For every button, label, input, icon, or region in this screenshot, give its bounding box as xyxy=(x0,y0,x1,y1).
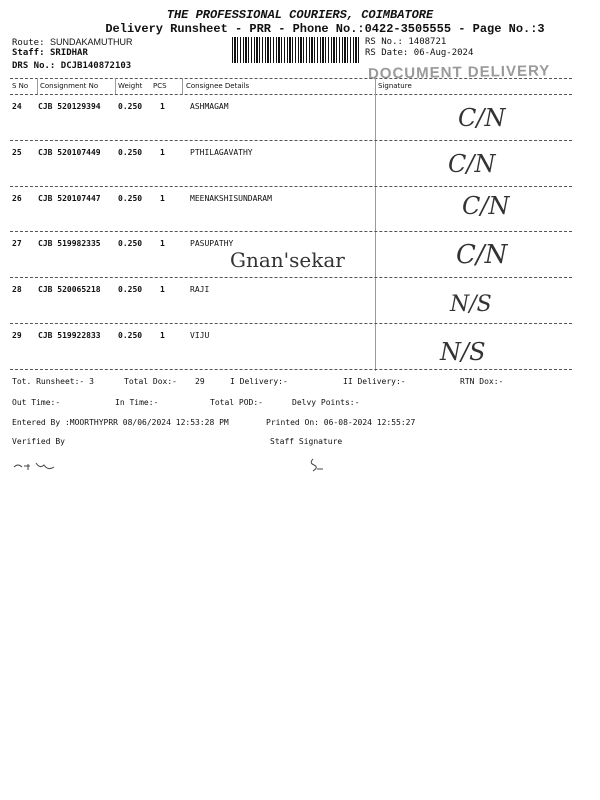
tot-runsheet: Tot. Runsheet:- 3 xyxy=(12,377,94,386)
rs-no-value: 1408721 xyxy=(408,37,447,47)
col-header-sno: S No xyxy=(12,82,29,90)
table-top-line xyxy=(10,78,572,79)
row-divider xyxy=(10,277,572,278)
rs-date-line xyxy=(365,48,473,58)
col-divider xyxy=(115,78,116,94)
row-signature: N/S xyxy=(450,292,492,317)
verified-by: Verified By xyxy=(12,437,65,446)
col-header-weight: Weight xyxy=(118,82,143,90)
row-sno: 26 xyxy=(12,194,22,203)
row-consignee: PASUPATHY xyxy=(190,239,234,248)
table-bottom-line xyxy=(10,369,572,370)
row-consignee: VIJU xyxy=(190,331,210,340)
row-sno: 27 xyxy=(12,239,22,248)
row-consignee: ASHMAGAM xyxy=(190,102,229,111)
staff-label: Staff: xyxy=(12,48,45,58)
row-weight: 0.250 xyxy=(118,285,143,294)
ii-delivery: II Delivery:- xyxy=(343,377,406,386)
row-pcs: 1 xyxy=(160,331,165,340)
row-divider xyxy=(10,140,572,141)
entered-by: Entered By :MOORTHYPRR 08/06/2024 12:53:28 PM xyxy=(12,418,229,427)
route-line xyxy=(12,37,132,48)
signature-col-divider xyxy=(375,78,376,371)
printed-on: Printed On: 06-08-2024 12:55:27 xyxy=(266,418,416,427)
rtn-dox: RTN Dox:- xyxy=(460,377,504,386)
total-pod: Total POD:- xyxy=(210,398,263,407)
staff-signature-scribble xyxy=(305,455,329,475)
in-time: In Time:- xyxy=(115,398,159,407)
row-pcs: 1 xyxy=(160,239,165,248)
drs-value: DCJB140872103 xyxy=(60,61,132,71)
table-header-line xyxy=(10,94,572,95)
route-value: SUNDAKAMUTHUR xyxy=(49,37,133,47)
row-signature: C/N xyxy=(448,150,496,178)
verifier-signature-scribble xyxy=(10,455,60,475)
row-weight: 0.250 xyxy=(118,331,143,340)
row-consignee: PTHILAGAVATHY xyxy=(190,148,253,157)
row-consignment: CJB 519922833 xyxy=(38,331,101,340)
col-header-signature: Signature xyxy=(378,82,412,90)
receiver-name-handwritten: Gnan'sekar xyxy=(230,248,345,272)
staff-value: SRIDHAR xyxy=(49,48,88,58)
col-header-consignment: Consignment No xyxy=(40,82,99,90)
row-sno: 29 xyxy=(12,331,22,340)
row-signature: N/S xyxy=(440,338,486,366)
row-divider xyxy=(10,231,572,232)
staff-line xyxy=(12,48,88,58)
col-header-pcs: PCS xyxy=(153,82,167,90)
col-divider xyxy=(37,78,38,94)
row-sno: 24 xyxy=(12,102,22,111)
company-title: THE PROFESSIONAL COURIERS, COIMBATORE xyxy=(166,8,434,22)
row-consignment: CJB 519982335 xyxy=(38,239,101,248)
row-consignee: MEENAKSHISUNDARAM xyxy=(190,194,272,203)
drs-line xyxy=(12,61,131,71)
row-divider xyxy=(10,186,572,187)
staff-signature-label: Staff Signature xyxy=(270,437,343,446)
row-signature: C/N xyxy=(458,104,506,132)
rs-no-line xyxy=(365,37,446,47)
row-consignment: CJB 520107447 xyxy=(38,194,101,203)
delvy-points: Delvy Points:- xyxy=(292,398,360,407)
row-weight: 0.250 xyxy=(118,194,143,203)
row-signature: C/N xyxy=(456,240,508,270)
col-divider xyxy=(182,78,183,94)
row-weight: 0.250 xyxy=(118,102,143,111)
rs-date-value: 06-Aug-2024 xyxy=(413,48,474,58)
row-sno: 25 xyxy=(12,148,22,157)
row-weight: 0.250 xyxy=(118,239,143,248)
runsheet-subtitle: Delivery Runsheet - PRR - Phone No.:0422-3505555 - Page No.:3 xyxy=(105,22,545,36)
row-pcs: 1 xyxy=(160,194,165,203)
i-delivery: I Delivery:- xyxy=(230,377,288,386)
row-consignee: RAJI xyxy=(190,285,210,294)
rs-date-label: RS Date: xyxy=(365,48,409,58)
row-pcs: 1 xyxy=(160,148,165,157)
total-dox-value: 29 xyxy=(195,377,205,386)
row-pcs: 1 xyxy=(160,102,165,111)
drs-label: DRS No.: xyxy=(12,61,56,71)
document-delivery-stamp: DOCUMENT DELIVERY xyxy=(367,62,551,83)
row-consignment: CJB 520065218 xyxy=(38,285,101,294)
barcode xyxy=(232,37,360,63)
row-consignment: CJB 520129394 xyxy=(38,102,101,111)
total-dox-label: Total Dox:- xyxy=(124,377,177,386)
col-header-consignee: Consignee Details xyxy=(186,82,250,90)
row-signature: C/N xyxy=(462,192,510,220)
route-label: Route: xyxy=(12,38,45,48)
row-pcs: 1 xyxy=(160,285,165,294)
rs-no-label: RS No.: xyxy=(365,37,403,47)
row-sno: 28 xyxy=(12,285,22,294)
row-weight: 0.250 xyxy=(118,148,143,157)
row-divider xyxy=(10,323,572,324)
out-time: Out Time:- xyxy=(12,398,61,407)
row-consignment: CJB 520107449 xyxy=(38,148,101,157)
